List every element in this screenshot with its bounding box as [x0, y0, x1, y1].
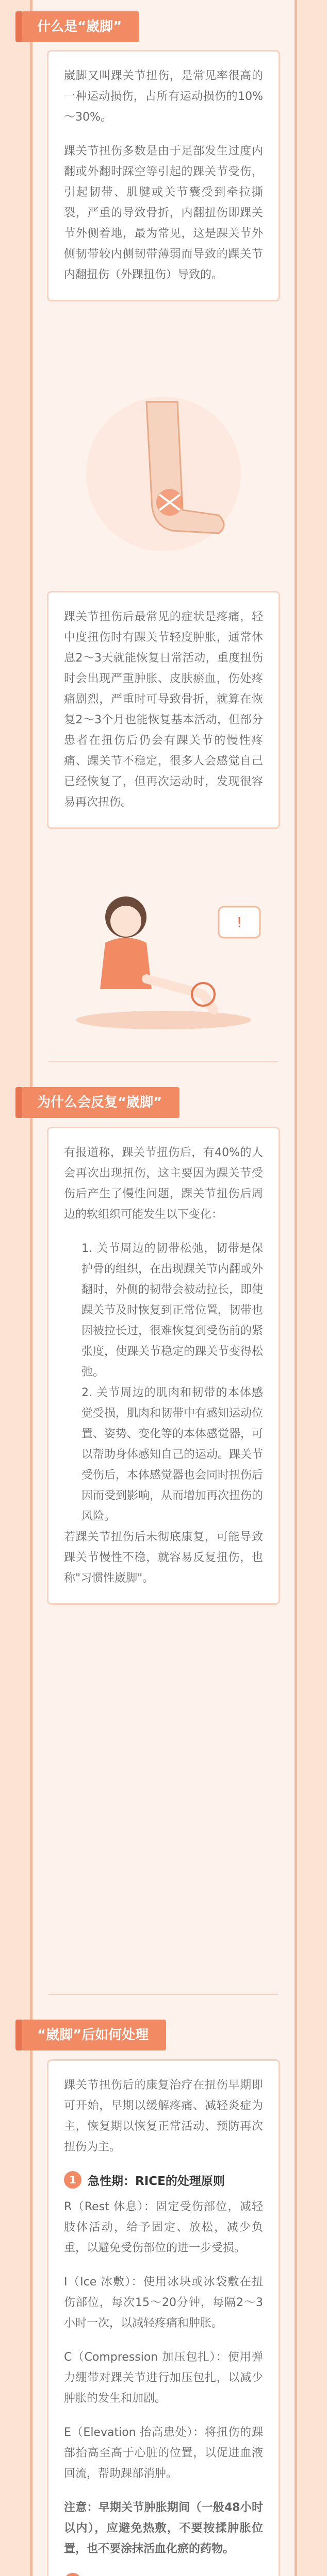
- list-item: [64, 1239, 263, 1383]
- paragraph: 踝关节扭伤后的康复治疗在扭伤早期即可开始，早期以缓解疼痛、减轻炎症为主，恢复期以恢复正常活动、预防再次扭伤为主。: [64, 2079, 263, 2154]
- divider: [48, 1061, 279, 1062]
- card-what-is: [48, 52, 279, 300]
- paragraph: 踝关节扭伤后最常见的症状是疼痛，轻中度扭伤时有踝关节轻度肿胀，通常休息2～3天就能恢复日常活动，重度扭伤时会出现严重肿胀、皮肤瘀血，伤处疼痛剧烈，严重时可导致骨折，就算在恢复2～3个月也能恢复基本活动，但部分患者在扭伤后仍会有踝关节的慢性疼痛、踝关节不稳定，很多人会感觉自己已经恢复了，但再次运动时，发现很容易再次扭伤。: [64, 611, 263, 809]
- step-header: [64, 2573, 263, 2576]
- section-title-treatment: “崴脚”后如何处理: [22, 2020, 166, 2050]
- rice-r: R（Rest 休息）：固定受伤部位，减轻肢体活动，给予固定、放松，减少负重，以避免受伤部位的进一步受损。: [64, 2200, 263, 2255]
- paragraph: 崴脚又叫踝关节扭伤，是常见率很高的一种运动损伤，占所有运动损伤的10%～30%。: [64, 70, 263, 124]
- step-number-icon: 1: [64, 2171, 81, 2189]
- ankle-illustration-icon: [48, 371, 279, 577]
- girl-sprain-illustration-icon: [48, 855, 279, 1041]
- card-treatment: [48, 2061, 279, 2576]
- step-header: [64, 2171, 263, 2189]
- svg-text:!: !: [236, 914, 242, 931]
- list-text: 1. 关节周边的韧带松弛，韧带是保护骨的组织，在出现踝关节内翻或外翻时，外侧的韧带会被动拉长，即使踝关节及时恢复到正常位置，韧带也因被拉长过，很难恢复到受伤前的紧张度，使踝关节稳定的踝关节变得松弛。: [81, 1242, 264, 1379]
- divider: [48, 1994, 279, 1995]
- card-symptoms: [48, 592, 279, 827]
- rice-e: E（Elevation 抬高患处）：将扭伤的踝部抬高至高于心脏的位置，以促进血液回流，帮助踝部消肿。: [64, 2426, 263, 2480]
- card-why-repeat: [48, 1128, 279, 1603]
- rice-i: I（Ice 冰敷）：使用冰块或冰袋敷在扭伤部位，每次15～20分钟，每隔2～3小时一次，以减轻疼痛和肿胀。: [64, 2276, 263, 2330]
- section-title-what-is: 什么是“崴脚”: [22, 11, 139, 42]
- list-text: 2. 关节周边的肌肉和韧带的本体感觉受损，肌肉和韧带中有感知运动位置、姿势、变化等的本体感觉器，可以帮助身体感知自己的运动。踝关节受伤后，本体感觉器也会同时扭伤后因而受到影响，从而增加再次扭伤的风险。: [81, 1386, 264, 1523]
- list-item: [64, 1383, 263, 1527]
- paragraph: 若踝关节扭伤后未彻底康复，可能导致踝关节慢性不稳，就容易反复扭伤，也称"习惯性崴脚"。: [64, 1531, 263, 1585]
- paragraph: 有报道称，踝关节扭伤后，有40%的人会再次出现扭伤，这主要因为踝关节受伤后产生了慢性问题，踝关节扭伤后周边的软组织可能发生以下变化：: [64, 1146, 263, 1221]
- step-number-icon: [64, 2573, 81, 2576]
- step-title: 急性期：RICE的处理原则: [88, 2174, 225, 2188]
- paragraph: 踝关节扭伤多数是由于足部发生过度内翻或外翻时踩空等引起的踝关节受伤，引起韧带、肌腱或关节囊受到牵拉撕裂，严重的导致骨折，内翻扭伤即踝关节外侧着地，最为常见，这是踝关节外侧韧带较内侧韧带薄弱而导致的踝关节内翻扭伤（外踝扭伤）导致的。: [64, 145, 263, 281]
- rice-c: C（Compression 加压包扎）：使用弹力绷带对踝关节进行加压包扎，以减少肿胀的发生和加剧。: [64, 2351, 263, 2405]
- note: 注意：早期关节肿胀期间（一般48小时以内），应避免热敷，不要按揉肿胀位置，也不要涂抹活血化瘀的药物。: [64, 2501, 263, 2555]
- section-title-why-repeat: 为什么会反复“崴脚”: [22, 1087, 179, 1118]
- step-title: [88, 2573, 183, 2576]
